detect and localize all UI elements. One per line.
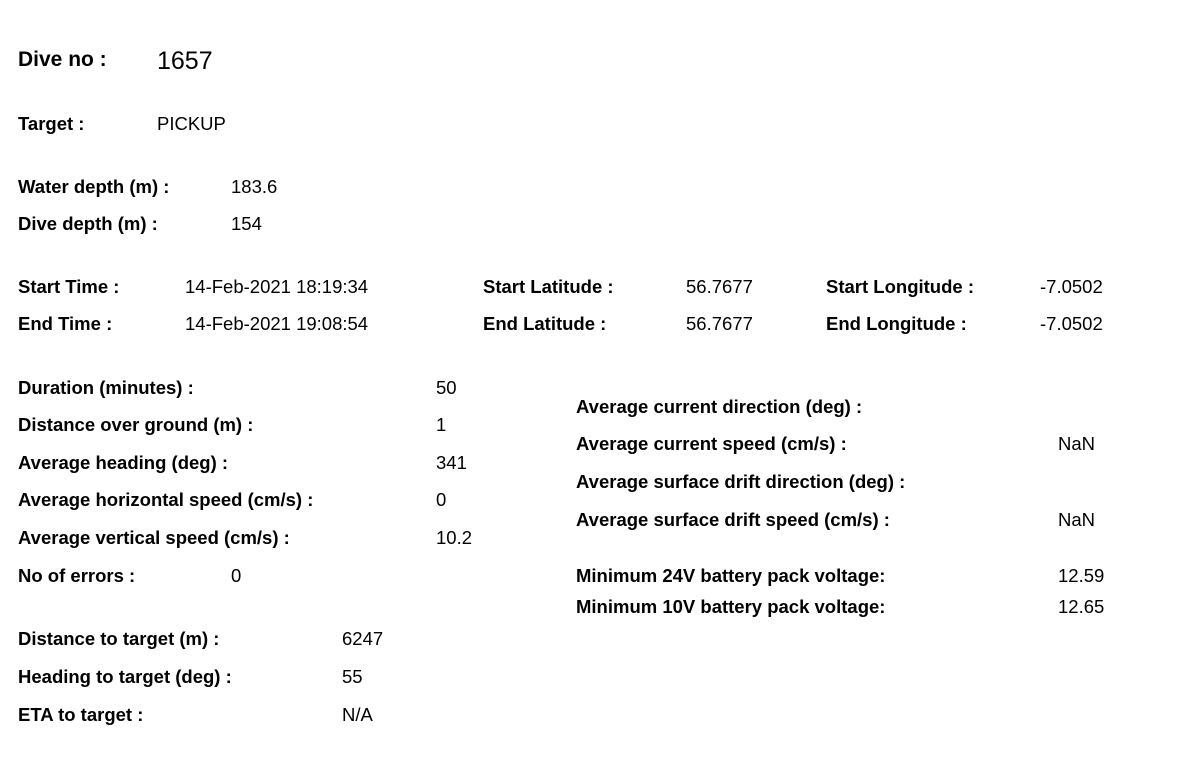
eta-to-target-label: ETA to target : — [18, 704, 144, 725]
end-latitude-value: 56.7677 — [686, 313, 753, 334]
heading-to-target-value: 55 — [342, 666, 363, 687]
vertical-speed-label: Average vertical speed (cm/s) : — [18, 527, 290, 548]
current-speed-value: NaN — [1058, 433, 1096, 454]
battery-10v-value: 12.65 — [1058, 596, 1105, 617]
dive-depth-value: 154 — [231, 213, 262, 234]
distance-to-target-value: 6247 — [342, 628, 384, 649]
horizontal-speed-label: Average horizontal speed (cm/s) : — [18, 489, 314, 510]
end-longitude-value: -7.0502 — [1040, 313, 1103, 334]
vertical-speed-value: 10.2 — [436, 527, 473, 548]
current-direction-label: Average current direction (deg) : — [576, 396, 863, 417]
errors-value: 0 — [231, 565, 242, 586]
start-latitude-label: Start Latitude : — [483, 276, 614, 297]
end-time-label: End Time : — [18, 313, 113, 334]
surface-drift-direction-label: Average surface drift direction (deg) : — [576, 471, 906, 492]
dive-number-value: 1657 — [157, 47, 213, 75]
dive-number-label: Dive no : — [18, 48, 107, 71]
end-latitude-label: End Latitude : — [483, 313, 607, 334]
horizontal-speed-value: 0 — [436, 489, 447, 510]
distance-over-ground-value: 1 — [436, 414, 447, 435]
duration-value: 50 — [436, 377, 457, 398]
battery-24v-label: Minimum 24V battery pack voltage: — [576, 565, 886, 586]
target-label: Target : — [18, 113, 85, 134]
distance-to-target-label: Distance to target (m) : — [18, 628, 220, 649]
heading-to-target-label: Heading to target (deg) : — [18, 666, 232, 687]
distance-over-ground-label: Distance over ground (m) : — [18, 414, 254, 435]
surface-drift-speed-value: NaN — [1058, 509, 1096, 530]
target-value: PICKUP — [157, 113, 226, 134]
start-time-label: Start Time : — [18, 276, 120, 297]
end-time-value: 14-Feb-2021 19:08:54 — [185, 313, 369, 334]
duration-label: Duration (minutes) : — [18, 377, 194, 398]
surface-drift-speed-label: Average surface drift speed (cm/s) : — [576, 509, 890, 530]
start-latitude-value: 56.7677 — [686, 276, 753, 297]
start-longitude-label: Start Longitude : — [826, 276, 974, 297]
start-time-value: 14-Feb-2021 18:19:34 — [185, 276, 369, 297]
start-longitude-value: -7.0502 — [1040, 276, 1103, 297]
errors-label: No of errors : — [18, 565, 136, 586]
dive-depth-label: Dive depth (m) : — [18, 213, 158, 234]
water-depth-label: Water depth (m) : — [18, 176, 170, 197]
battery-10v-label: Minimum 10V battery pack voltage: — [576, 596, 886, 617]
end-longitude-label: End Longitude : — [826, 313, 967, 334]
water-depth-value: 183.6 — [231, 176, 278, 197]
battery-24v-value: 12.59 — [1058, 565, 1105, 586]
average-heading-value: 341 — [436, 452, 467, 473]
eta-to-target-value: N/A — [342, 704, 373, 725]
current-speed-label: Average current speed (cm/s) : — [576, 433, 847, 454]
average-heading-label: Average heading (deg) : — [18, 452, 229, 473]
